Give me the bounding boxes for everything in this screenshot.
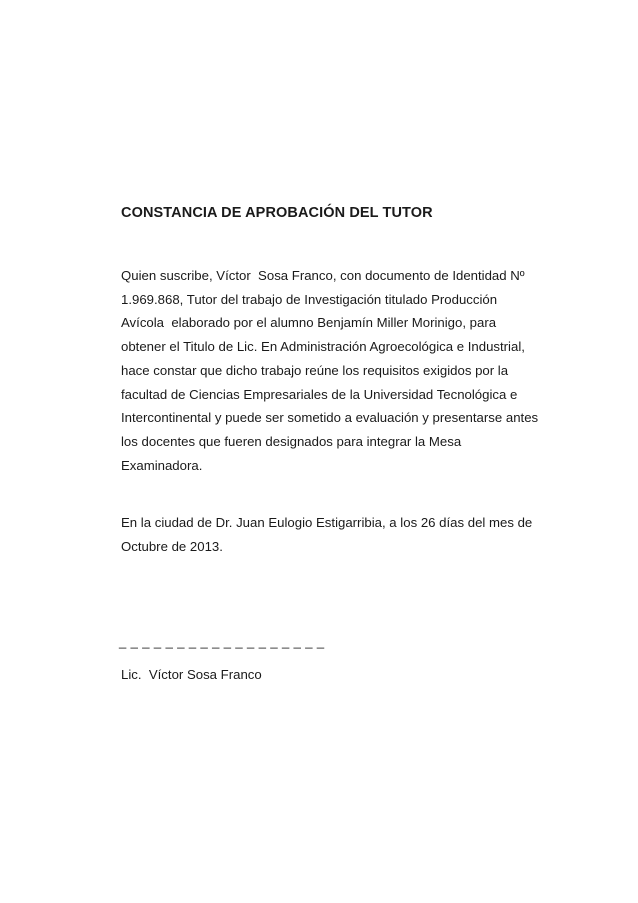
paragraph-line: 1.969.868, Tutor del trabajo de Investigación titulado Producción [121,291,498,307]
paragraph-line: Examinadora. [121,457,203,473]
paragraph-line: obtener el Titulo de Lic. En Administración Agroecológica e Industrial, [121,339,525,355]
document-title: CONSTANCIA DE APROBACIÓN DEL TUTOR [121,205,433,221]
paragraph-line: En la ciudad de Dr. Juan Eulogio Estigarribia, a los 26 días del mes de [121,515,533,530]
paragraph-line: Octubre de 2013. [121,538,223,554]
paragraph-line: Avícola elaborado por el alumno Benjamín Miller Morinigo, para [121,315,497,331]
paragraph-line: facultad de Ciencias Empresariales de la Universidad Tecnológica e [121,386,518,402]
signer-name: Lic. Víctor Sosa Franco [121,667,262,682]
paragraph-line: Intercontinental y puede ser sometido a evaluación y presentarse antes [121,410,539,426]
signature-line: _ _ _ _ _ _ _ _ _ _ _ _ _ _ _ _ _ _ [119,634,325,649]
approval-paragraph [121,264,541,477]
place-date-paragraph [121,511,541,558]
paragraph-line: hace constar que dicho trabajo reúne los requisitos exigidos por la [121,362,509,378]
paragraph-line: los docentes que fueren designados para integrar la Mesa [121,433,462,449]
paragraph-line: Quien suscribe, Víctor Sosa Franco, con documento de Identidad Nº [121,268,525,283]
